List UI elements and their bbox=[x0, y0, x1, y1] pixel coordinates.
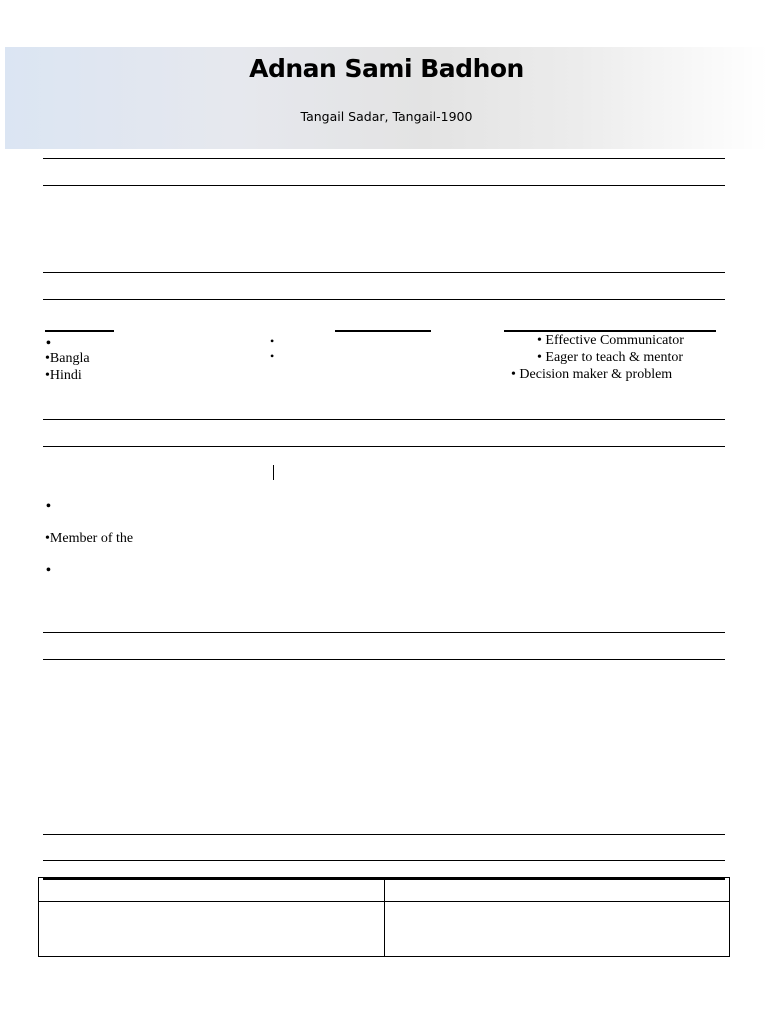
text-cursor bbox=[273, 465, 274, 480]
bullet: • bbox=[46, 499, 51, 514]
activity-item: •Member of the bbox=[45, 531, 134, 546]
section-rule bbox=[43, 272, 725, 273]
column-heading-rule bbox=[335, 330, 431, 332]
section-rule bbox=[43, 860, 725, 861]
bullet: • bbox=[270, 334, 275, 348]
section-rule bbox=[43, 419, 725, 420]
section-rule bbox=[43, 632, 725, 633]
reference-table bbox=[38, 877, 730, 957]
section-rule bbox=[43, 158, 725, 159]
candidate-name: Adnan Sami Badhon bbox=[249, 54, 524, 83]
section-rule bbox=[43, 185, 725, 186]
column-heading-rule bbox=[504, 330, 716, 332]
bullet: • bbox=[270, 349, 275, 363]
header-banner bbox=[5, 47, 768, 149]
language-item: •Bangla bbox=[45, 351, 90, 366]
section-rule bbox=[43, 834, 725, 835]
section-rule bbox=[43, 659, 725, 660]
table-column-divider bbox=[384, 878, 385, 956]
language-item: •Hindi bbox=[45, 368, 82, 383]
skill-item: • Eager to teach & mentor bbox=[537, 350, 684, 365]
bullet: • bbox=[46, 563, 51, 578]
section-rule bbox=[43, 446, 725, 447]
bullet: • bbox=[46, 336, 51, 351]
candidate-address: Tangail Sadar, Tangail-1900 bbox=[300, 109, 473, 124]
section-rule bbox=[43, 299, 725, 300]
skill-item: • Decision maker & problem bbox=[511, 367, 673, 382]
column-heading-rule bbox=[45, 330, 114, 332]
skill-item: • Effective Communicator bbox=[537, 333, 684, 348]
